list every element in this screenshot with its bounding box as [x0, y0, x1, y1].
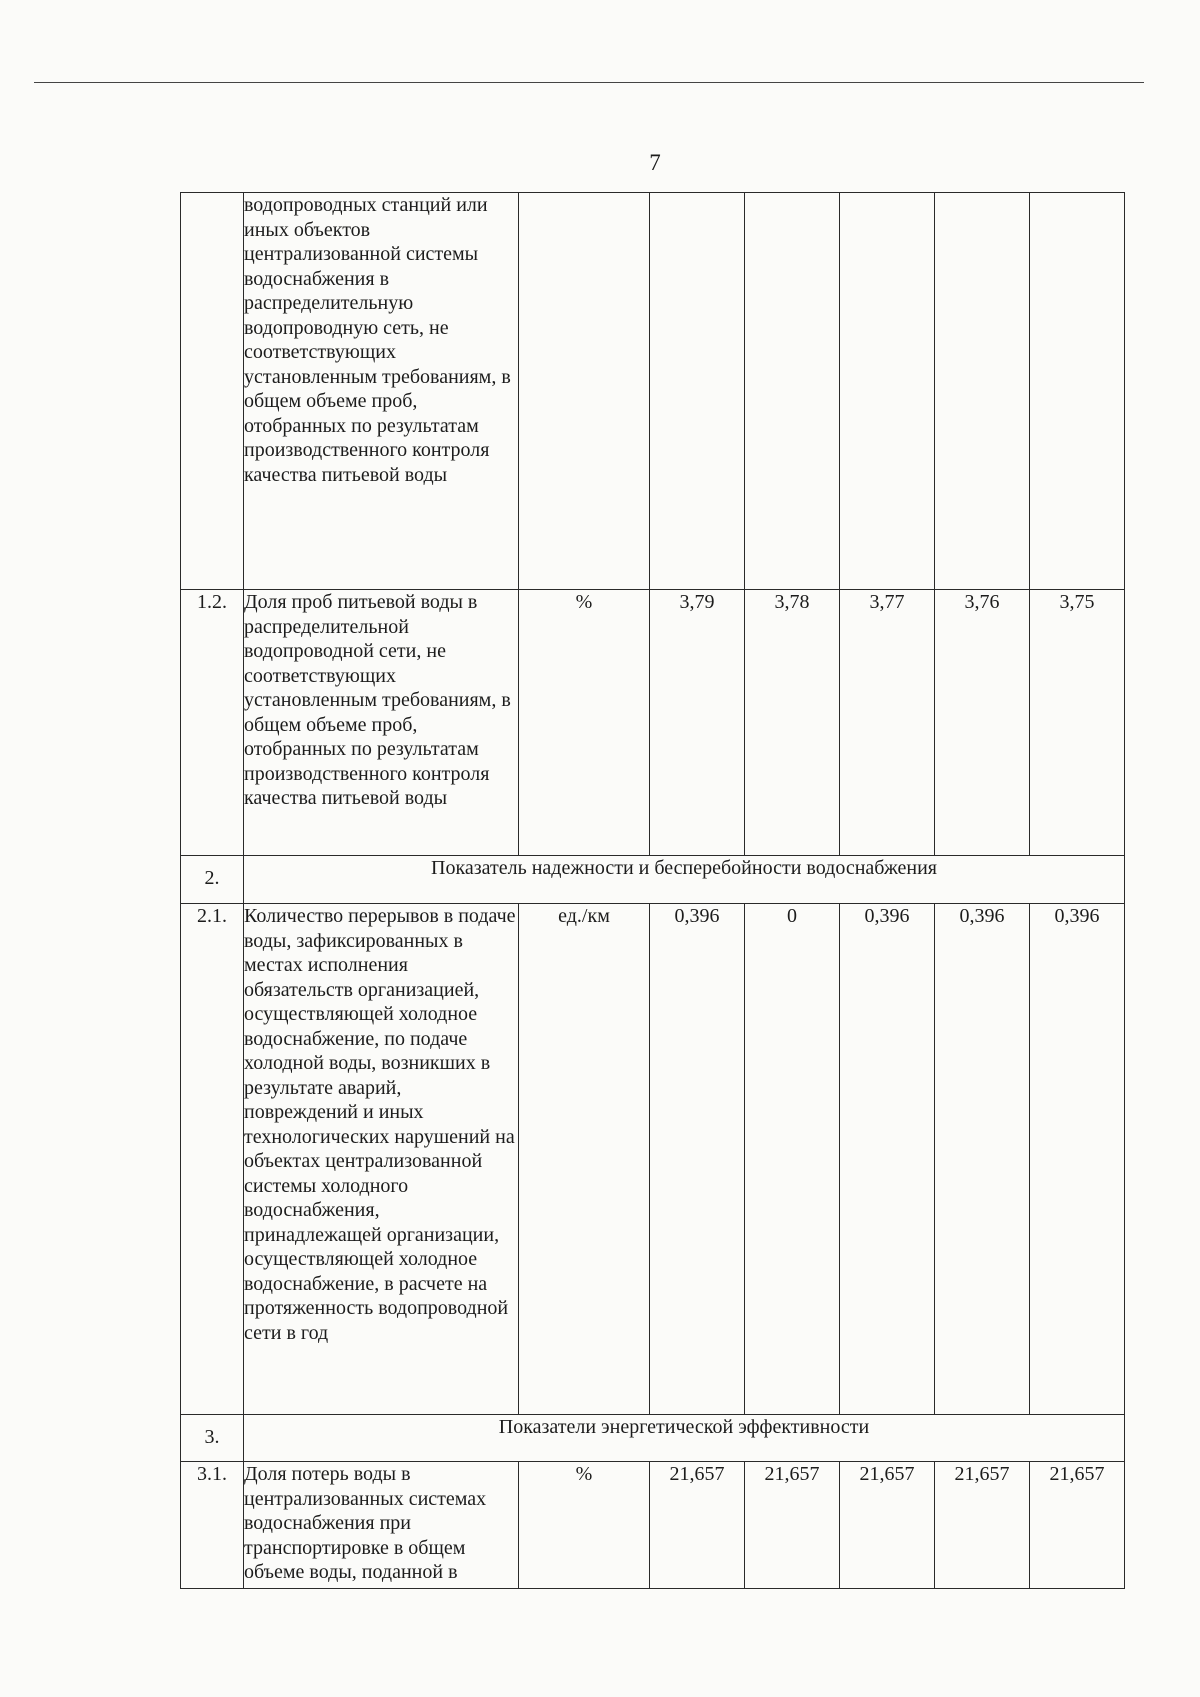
row-value: 3,79: [650, 590, 745, 856]
section-number: 2.: [181, 856, 244, 904]
row-number: 2.1.: [181, 904, 244, 1415]
row-value: [840, 193, 935, 590]
row-value: 0,396: [840, 904, 935, 1415]
row-value: 3,75: [1030, 590, 1125, 856]
table-row: [181, 193, 1125, 590]
row-value: 0,396: [1030, 904, 1125, 1415]
row-description: водопроводных станций или иных объектов централизованной системы водоснабжения в распределительную водопроводную сеть, не соответствующих установленным требованиям, в общем объеме проб, отобранных по результатам производственного контроля качества питьевой воды: [244, 193, 519, 590]
section-row: [181, 856, 1125, 904]
row-description: Доля потерь воды в централизованных системах водоснабжения при транспортировке в общем объеме воды, поданной в: [244, 1462, 519, 1589]
row-number: 1.2.: [181, 590, 244, 856]
row-value: 21,657: [745, 1462, 840, 1589]
table-row: [181, 1462, 1125, 1589]
row-value: [1030, 193, 1125, 590]
page-number: 7: [649, 150, 661, 175]
row-value: 3,76: [935, 590, 1030, 856]
section-row: [181, 1415, 1125, 1462]
row-unit: %: [519, 1462, 650, 1589]
row-value: 21,657: [1030, 1462, 1125, 1589]
table-row: [181, 904, 1125, 1415]
row-value: 0,396: [935, 904, 1030, 1415]
row-value: 0: [745, 904, 840, 1415]
row-value: [745, 193, 840, 590]
row-value: 0,396: [650, 904, 745, 1415]
row-value: 21,657: [840, 1462, 935, 1589]
row-value: 21,657: [650, 1462, 745, 1589]
row-value: 21,657: [935, 1462, 1030, 1589]
section-number: 3.: [181, 1415, 244, 1462]
row-description: Доля проб питьевой воды в распределительной водопроводной сети, не соответствующих установленным требованиям, в общем объеме проб, отобранных по результатам производственного контроля качества питьевой воды: [244, 590, 519, 856]
row-unit: %: [519, 590, 650, 856]
row-value: [935, 193, 1030, 590]
row-value: 3,77: [840, 590, 935, 856]
section-title: Показатели энергетической эффективности: [244, 1415, 1125, 1462]
row-unit: ед./км: [519, 904, 650, 1415]
row-value: [650, 193, 745, 590]
row-number: [181, 193, 244, 590]
row-value: 3,78: [745, 590, 840, 856]
section-title: Показатель надежности и бесперебойности водоснабжения: [244, 856, 1125, 904]
table-row: [181, 590, 1125, 856]
row-number: 3.1.: [181, 1462, 244, 1589]
top-rule: [34, 82, 1144, 83]
row-unit: [519, 193, 650, 590]
indicators-table: [180, 192, 1125, 1589]
row-description: Количество перерывов в подаче воды, зафиксированных в местах исполнения обязательств организацией, осуществляющей холодное водоснабжение, по подаче холодной воды, возникших в результате аварий, повреждений и иных технологических нарушений на объектах централизованной системы холодного водоснабжения, принадлежащей организации, осуществляющей холодное водоснабжение, в расчете на протяженность водопроводной сети в год: [244, 904, 519, 1415]
